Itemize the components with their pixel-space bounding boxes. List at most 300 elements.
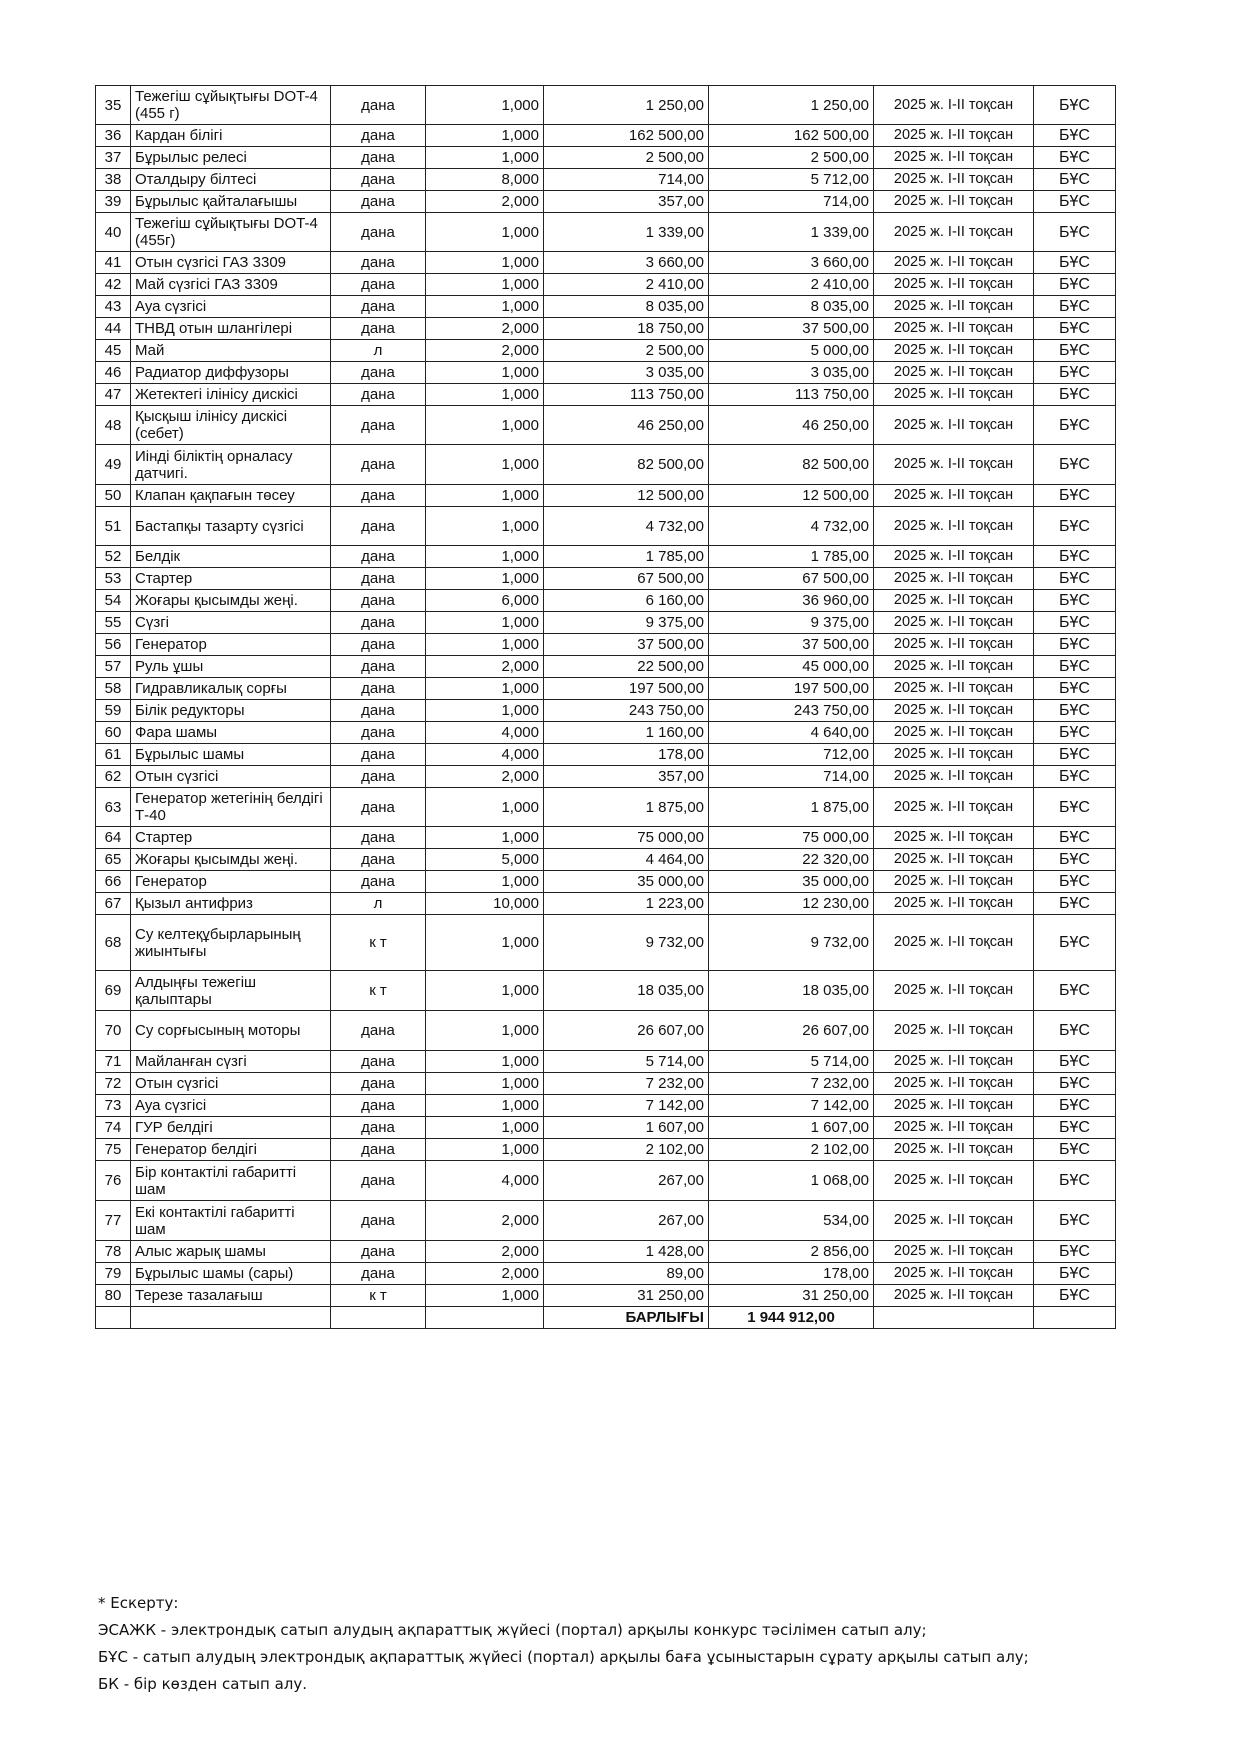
unit-price-cell: 714,00 — [544, 169, 709, 191]
unit-cell: дана — [331, 1095, 426, 1117]
table-row — [96, 1117, 1116, 1139]
item-name-cell: Майланған сүзгі — [131, 1051, 331, 1073]
row-number-cell: 56 — [96, 634, 131, 656]
period-cell: 2025 ж. I-II тоқсан — [874, 445, 1034, 485]
row-number-cell: 68 — [96, 915, 131, 971]
table-row — [96, 340, 1116, 362]
quantity-cell: 1,000 — [426, 1139, 544, 1161]
procurement-method-cell: БҰС — [1034, 766, 1116, 788]
item-name-cell: Отын сүзгісі — [131, 1073, 331, 1095]
procurement-method-cell: БҰС — [1034, 656, 1116, 678]
unit-cell: дана — [331, 546, 426, 568]
unit-cell: дана — [331, 1139, 426, 1161]
item-name-cell: Бұрылыс шамы — [131, 744, 331, 766]
table-row — [96, 406, 1116, 445]
unit-price-cell: 5 714,00 — [544, 1051, 709, 1073]
total-empty-cell — [131, 1307, 331, 1329]
table-row — [96, 384, 1116, 406]
item-name-cell: Май сүзгісі ГАЗ 3309 — [131, 274, 331, 296]
amount-cell: 2 500,00 — [709, 147, 874, 169]
period-cell: 2025 ж. I-II тоқсан — [874, 1263, 1034, 1285]
quantity-cell: 1,000 — [426, 1073, 544, 1095]
unit-price-cell: 35 000,00 — [544, 871, 709, 893]
table-row — [96, 147, 1116, 169]
table-row — [96, 766, 1116, 788]
amount-cell: 1 250,00 — [709, 86, 874, 125]
table-row — [96, 1285, 1116, 1307]
row-number-cell: 60 — [96, 722, 131, 744]
unit-cell: дана — [331, 612, 426, 634]
unit-cell: дана — [331, 849, 426, 871]
quantity-cell: 1,000 — [426, 296, 544, 318]
quantity-cell: 1,000 — [426, 788, 544, 827]
quantity-cell: 4,000 — [426, 1161, 544, 1201]
period-cell: 2025 ж. I-II тоқсан — [874, 871, 1034, 893]
total-empty-cell — [1034, 1307, 1116, 1329]
unit-cell: дана — [331, 362, 426, 384]
amount-cell: 12 500,00 — [709, 485, 874, 507]
unit-cell: дана — [331, 656, 426, 678]
amount-cell: 714,00 — [709, 191, 874, 213]
item-name-cell: Иінді біліктің орналасу датчигі. — [131, 445, 331, 485]
row-number-cell: 69 — [96, 971, 131, 1011]
amount-cell: 4 640,00 — [709, 722, 874, 744]
quantity-cell: 1,000 — [426, 274, 544, 296]
quantity-cell: 1,000 — [426, 971, 544, 1011]
quantity-cell: 2,000 — [426, 318, 544, 340]
unit-cell: дана — [331, 274, 426, 296]
amount-cell: 2 102,00 — [709, 1139, 874, 1161]
procurement-method-cell: БҰС — [1034, 971, 1116, 1011]
period-cell: 2025 ж. I-II тоқсан — [874, 318, 1034, 340]
item-name-cell: ТНВД отын шлангілері — [131, 318, 331, 340]
amount-cell: 1 785,00 — [709, 546, 874, 568]
item-name-cell: Генератор белдігі — [131, 1139, 331, 1161]
period-cell: 2025 ж. I-II тоқсан — [874, 1201, 1034, 1241]
row-number-cell: 66 — [96, 871, 131, 893]
item-name-cell: Кардан білігі — [131, 125, 331, 147]
amount-cell: 5 712,00 — [709, 169, 874, 191]
total-empty-cell — [426, 1307, 544, 1329]
unit-price-cell: 6 160,00 — [544, 590, 709, 612]
row-number-cell: 71 — [96, 1051, 131, 1073]
unit-cell: дана — [331, 169, 426, 191]
period-cell: 2025 ж. I-II тоқсан — [874, 1011, 1034, 1051]
period-cell: 2025 ж. I-II тоқсан — [874, 1073, 1034, 1095]
unit-cell: к т — [331, 915, 426, 971]
row-number-cell: 49 — [96, 445, 131, 485]
item-name-cell: Су сорғысының моторы — [131, 1011, 331, 1051]
item-name-cell: Радиатор диффузоры — [131, 362, 331, 384]
item-name-cell: Стартер — [131, 568, 331, 590]
unit-price-cell: 67 500,00 — [544, 568, 709, 590]
unit-price-cell: 1 339,00 — [544, 213, 709, 252]
unit-cell: дана — [331, 1011, 426, 1051]
footnotes — [98, 1590, 1029, 1698]
note-esazhk: ЭСАЖК - электрондық сатып алудың ақпараттық жүйесі (портал) арқылы конкурс тәсілімен сатып алу; — [98, 1621, 927, 1639]
row-number-cell: 62 — [96, 766, 131, 788]
procurement-method-cell: БҰС — [1034, 678, 1116, 700]
table-row — [96, 700, 1116, 722]
table-row — [96, 445, 1116, 485]
unit-cell: дана — [331, 1073, 426, 1095]
table-row — [96, 1263, 1116, 1285]
procurement-method-cell: БҰС — [1034, 125, 1116, 147]
unit-cell: дана — [331, 406, 426, 445]
procurement-method-cell: БҰС — [1034, 1161, 1116, 1201]
procurement-method-cell: БҰС — [1034, 1201, 1116, 1241]
quantity-cell: 1,000 — [426, 1051, 544, 1073]
quantity-cell: 1,000 — [426, 612, 544, 634]
table-row — [96, 744, 1116, 766]
note-bk: БК - бір көзден сатып алу. — [98, 1675, 308, 1693]
procurement-method-cell: БҰС — [1034, 590, 1116, 612]
item-name-cell: Руль ұшы — [131, 656, 331, 678]
table-row — [96, 788, 1116, 827]
unit-cell: дана — [331, 634, 426, 656]
unit-price-cell: 2 500,00 — [544, 147, 709, 169]
period-cell: 2025 ж. I-II тоқсан — [874, 362, 1034, 384]
amount-cell: 5 000,00 — [709, 340, 874, 362]
item-name-cell: Бұрылыс шамы (сары) — [131, 1263, 331, 1285]
quantity-cell: 2,000 — [426, 191, 544, 213]
row-number-cell: 74 — [96, 1117, 131, 1139]
period-cell: 2025 ж. I-II тоқсан — [874, 546, 1034, 568]
row-number-cell: 65 — [96, 849, 131, 871]
procurement-method-cell: БҰС — [1034, 274, 1116, 296]
period-cell: 2025 ж. I-II тоқсан — [874, 213, 1034, 252]
row-number-cell: 55 — [96, 612, 131, 634]
quantity-cell: 1,000 — [426, 485, 544, 507]
table-row — [96, 252, 1116, 274]
unit-price-cell: 1 875,00 — [544, 788, 709, 827]
amount-cell: 3 660,00 — [709, 252, 874, 274]
amount-cell: 2 410,00 — [709, 274, 874, 296]
period-cell: 2025 ж. I-II тоқсан — [874, 384, 1034, 406]
unit-cell: дана — [331, 125, 426, 147]
procurement-method-cell: БҰС — [1034, 384, 1116, 406]
quantity-cell: 2,000 — [426, 1241, 544, 1263]
item-name-cell: Тежегіш сұйықтығы DOT-4 (455г) — [131, 213, 331, 252]
unit-price-cell: 22 500,00 — [544, 656, 709, 678]
table-row — [96, 634, 1116, 656]
quantity-cell: 1,000 — [426, 915, 544, 971]
table-row — [96, 169, 1116, 191]
amount-cell: 12 230,00 — [709, 893, 874, 915]
table-row — [96, 485, 1116, 507]
quantity-cell: 1,000 — [426, 1285, 544, 1307]
unit-cell: дана — [331, 1263, 426, 1285]
period-cell: 2025 ж. I-II тоқсан — [874, 252, 1034, 274]
item-name-cell: Генератор жетегінің белдігі Т-40 — [131, 788, 331, 827]
row-number-cell: 70 — [96, 1011, 131, 1051]
item-name-cell: Қысқыш ілінісу дискісі (себет) — [131, 406, 331, 445]
period-cell: 2025 ж. I-II тоқсан — [874, 915, 1034, 971]
item-name-cell: Жоғары қысымды жеңі. — [131, 849, 331, 871]
row-number-cell: 59 — [96, 700, 131, 722]
unit-cell: дана — [331, 445, 426, 485]
procurement-method-cell: БҰС — [1034, 788, 1116, 827]
total-empty-cell — [874, 1307, 1034, 1329]
table-row — [96, 893, 1116, 915]
item-name-cell: Су келтеқұбырларының жиынтығы — [131, 915, 331, 971]
table-row — [96, 1201, 1116, 1241]
unit-cell: дана — [331, 871, 426, 893]
table-row — [96, 1073, 1116, 1095]
amount-cell: 1 068,00 — [709, 1161, 874, 1201]
quantity-cell: 1,000 — [426, 147, 544, 169]
row-number-cell: 75 — [96, 1139, 131, 1161]
quantity-cell: 1,000 — [426, 252, 544, 274]
item-name-cell: Отын сүзгісі — [131, 766, 331, 788]
unit-price-cell: 46 250,00 — [544, 406, 709, 445]
total-empty-cell — [96, 1307, 131, 1329]
procurement-method-cell: БҰС — [1034, 744, 1116, 766]
period-cell: 2025 ж. I-II тоқсан — [874, 296, 1034, 318]
period-cell: 2025 ж. I-II тоқсан — [874, 893, 1034, 915]
unit-cell: дана — [331, 384, 426, 406]
amount-cell: 1 875,00 — [709, 788, 874, 827]
amount-cell: 3 035,00 — [709, 362, 874, 384]
row-number-cell: 41 — [96, 252, 131, 274]
total-label: БАРЛЫҒЫ — [544, 1307, 709, 1329]
unit-cell: дана — [331, 744, 426, 766]
item-name-cell: Гидравликалық сорғы — [131, 678, 331, 700]
procurement-method-cell: БҰС — [1034, 169, 1116, 191]
amount-cell: 9 732,00 — [709, 915, 874, 971]
table-row — [96, 568, 1116, 590]
table-row — [96, 971, 1116, 1011]
unit-price-cell: 7 142,00 — [544, 1095, 709, 1117]
amount-cell: 1 607,00 — [709, 1117, 874, 1139]
row-number-cell: 76 — [96, 1161, 131, 1201]
procurement-method-cell: БҰС — [1034, 507, 1116, 546]
period-cell: 2025 ж. I-II тоқсан — [874, 125, 1034, 147]
unit-price-cell: 1 160,00 — [544, 722, 709, 744]
unit-price-cell: 197 500,00 — [544, 678, 709, 700]
amount-cell: 18 035,00 — [709, 971, 874, 1011]
total-row — [96, 1307, 1116, 1329]
item-name-cell: Отын сүзгісі ГАЗ 3309 — [131, 252, 331, 274]
unit-cell: дана — [331, 1051, 426, 1073]
amount-cell: 22 320,00 — [709, 849, 874, 871]
table-row — [96, 86, 1116, 125]
unit-price-cell: 89,00 — [544, 1263, 709, 1285]
period-cell: 2025 ж. I-II тоқсан — [874, 1117, 1034, 1139]
quantity-cell: 2,000 — [426, 340, 544, 362]
item-name-cell: Бастапқы тазарту сүзгісі — [131, 507, 331, 546]
period-cell: 2025 ж. I-II тоқсан — [874, 766, 1034, 788]
period-cell: 2025 ж. I-II тоқсан — [874, 612, 1034, 634]
row-number-cell: 64 — [96, 827, 131, 849]
item-name-cell: ГУР белдігі — [131, 1117, 331, 1139]
total-value: 1 944 912,00 — [709, 1307, 874, 1329]
item-name-cell: Алыс жарық шамы — [131, 1241, 331, 1263]
table-row — [96, 318, 1116, 340]
item-name-cell: Жоғары қысымды жеңі. — [131, 590, 331, 612]
amount-cell: 712,00 — [709, 744, 874, 766]
amount-cell: 113 750,00 — [709, 384, 874, 406]
table-row — [96, 125, 1116, 147]
quantity-cell: 1,000 — [426, 507, 544, 546]
table-row — [96, 678, 1116, 700]
item-name-cell: Бір контактілі габаритті шам — [131, 1161, 331, 1201]
row-number-cell: 43 — [96, 296, 131, 318]
table-row — [96, 274, 1116, 296]
quantity-cell: 1,000 — [426, 1011, 544, 1051]
unit-price-cell: 2 410,00 — [544, 274, 709, 296]
period-cell: 2025 ж. I-II тоқсан — [874, 1095, 1034, 1117]
unit-cell: дана — [331, 766, 426, 788]
amount-cell: 5 714,00 — [709, 1051, 874, 1073]
row-number-cell: 45 — [96, 340, 131, 362]
period-cell: 2025 ж. I-II тоқсан — [874, 700, 1034, 722]
quantity-cell: 1,000 — [426, 700, 544, 722]
quantity-cell: 6,000 — [426, 590, 544, 612]
unit-cell: дана — [331, 1117, 426, 1139]
quantity-cell: 8,000 — [426, 169, 544, 191]
quantity-cell: 2,000 — [426, 766, 544, 788]
row-number-cell: 63 — [96, 788, 131, 827]
procurement-method-cell: БҰС — [1034, 252, 1116, 274]
note-bus: БҰС - сатып алудың электрондық ақпараттық жүйесі (портал) арқылы баға ұсыныстарын сұрату арқылы сатып алу; — [98, 1648, 1029, 1666]
period-cell: 2025 ж. I-II тоқсан — [874, 1051, 1034, 1073]
period-cell: 2025 ж. I-II тоқсан — [874, 744, 1034, 766]
item-name-cell: Бұрылыс релесі — [131, 147, 331, 169]
procurement-method-cell: БҰС — [1034, 871, 1116, 893]
unit-price-cell: 75 000,00 — [544, 827, 709, 849]
row-number-cell: 36 — [96, 125, 131, 147]
unit-price-cell: 267,00 — [544, 1161, 709, 1201]
period-cell: 2025 ж. I-II тоқсан — [874, 971, 1034, 1011]
quantity-cell: 10,000 — [426, 893, 544, 915]
procurement-method-cell: БҰС — [1034, 1117, 1116, 1139]
row-number-cell: 37 — [96, 147, 131, 169]
row-number-cell: 58 — [96, 678, 131, 700]
unit-price-cell: 26 607,00 — [544, 1011, 709, 1051]
amount-cell: 26 607,00 — [709, 1011, 874, 1051]
unit-price-cell: 178,00 — [544, 744, 709, 766]
quantity-cell: 1,000 — [426, 125, 544, 147]
item-name-cell: Алдыңғы тежегіш қалыптары — [131, 971, 331, 1011]
row-number-cell: 73 — [96, 1095, 131, 1117]
item-name-cell: Белдік — [131, 546, 331, 568]
amount-cell: 31 250,00 — [709, 1285, 874, 1307]
amount-cell: 75 000,00 — [709, 827, 874, 849]
period-cell: 2025 ж. I-II тоқсан — [874, 788, 1034, 827]
quantity-cell: 1,000 — [426, 634, 544, 656]
item-name-cell: Терезе тазалағыш — [131, 1285, 331, 1307]
unit-price-cell: 4 464,00 — [544, 849, 709, 871]
item-name-cell: Ауа сүзгісі — [131, 296, 331, 318]
procurement-method-cell: БҰС — [1034, 318, 1116, 340]
unit-cell: дана — [331, 485, 426, 507]
row-number-cell: 50 — [96, 485, 131, 507]
period-cell: 2025 ж. I-II тоқсан — [874, 590, 1034, 612]
unit-price-cell: 113 750,00 — [544, 384, 709, 406]
row-number-cell: 44 — [96, 318, 131, 340]
procurement-method-cell: БҰС — [1034, 546, 1116, 568]
procurement-method-cell: БҰС — [1034, 445, 1116, 485]
unit-cell: дана — [331, 788, 426, 827]
quantity-cell: 1,000 — [426, 1117, 544, 1139]
table-row — [96, 1095, 1116, 1117]
unit-cell: дана — [331, 191, 426, 213]
quantity-cell: 5,000 — [426, 849, 544, 871]
unit-cell: дана — [331, 678, 426, 700]
row-number-cell: 77 — [96, 1201, 131, 1241]
item-name-cell: Білік редукторы — [131, 700, 331, 722]
item-name-cell: Май — [131, 340, 331, 362]
unit-price-cell: 1 428,00 — [544, 1241, 709, 1263]
row-number-cell: 78 — [96, 1241, 131, 1263]
row-number-cell: 57 — [96, 656, 131, 678]
amount-cell: 35 000,00 — [709, 871, 874, 893]
unit-price-cell: 2 102,00 — [544, 1139, 709, 1161]
amount-cell: 4 732,00 — [709, 507, 874, 546]
amount-cell: 37 500,00 — [709, 318, 874, 340]
quantity-cell: 4,000 — [426, 744, 544, 766]
unit-cell: дана — [331, 147, 426, 169]
table-row — [96, 722, 1116, 744]
unit-cell: дана — [331, 722, 426, 744]
amount-cell: 45 000,00 — [709, 656, 874, 678]
row-number-cell: 54 — [96, 590, 131, 612]
quantity-cell: 2,000 — [426, 656, 544, 678]
table-row — [96, 1011, 1116, 1051]
amount-cell: 8 035,00 — [709, 296, 874, 318]
row-number-cell: 42 — [96, 274, 131, 296]
period-cell: 2025 ж. I-II тоқсан — [874, 86, 1034, 125]
procurement-method-cell: БҰС — [1034, 893, 1116, 915]
unit-price-cell: 7 232,00 — [544, 1073, 709, 1095]
period-cell: 2025 ж. I-II тоқсан — [874, 507, 1034, 546]
row-number-cell: 67 — [96, 893, 131, 915]
unit-price-cell: 3 660,00 — [544, 252, 709, 274]
item-name-cell: Жетектегі ілінісу дискісі — [131, 384, 331, 406]
period-cell: 2025 ж. I-II тоқсан — [874, 485, 1034, 507]
unit-price-cell: 9 732,00 — [544, 915, 709, 971]
unit-cell: дана — [331, 827, 426, 849]
unit-price-cell: 37 500,00 — [544, 634, 709, 656]
unit-price-cell: 9 375,00 — [544, 612, 709, 634]
table-row — [96, 362, 1116, 384]
procurement-method-cell: БҰС — [1034, 1285, 1116, 1307]
item-name-cell: Оталдыру білтесі — [131, 169, 331, 191]
procurement-method-cell: БҰС — [1034, 1263, 1116, 1285]
quantity-cell: 1,000 — [426, 86, 544, 125]
procurement-method-cell: БҰС — [1034, 406, 1116, 445]
period-cell: 2025 ж. I-II тоқсан — [874, 722, 1034, 744]
unit-price-cell: 357,00 — [544, 191, 709, 213]
row-number-cell: 72 — [96, 1073, 131, 1095]
procurement-method-cell: БҰС — [1034, 1241, 1116, 1263]
item-name-cell: Тежегіш сұйықтығы DOT-4 (455 г) — [131, 86, 331, 125]
amount-cell: 67 500,00 — [709, 568, 874, 590]
amount-cell: 7 232,00 — [709, 1073, 874, 1095]
period-cell: 2025 ж. I-II тоқсан — [874, 169, 1034, 191]
unit-cell: дана — [331, 1241, 426, 1263]
procurement-method-cell: БҰС — [1034, 213, 1116, 252]
quantity-cell: 1,000 — [426, 384, 544, 406]
procurement-method-cell: БҰС — [1034, 612, 1116, 634]
unit-cell: дана — [331, 1161, 426, 1201]
amount-cell: 2 856,00 — [709, 1241, 874, 1263]
procurement-method-cell: БҰС — [1034, 86, 1116, 125]
unit-price-cell: 1 607,00 — [544, 1117, 709, 1139]
procurement-method-cell: БҰС — [1034, 340, 1116, 362]
procurement-method-cell: БҰС — [1034, 722, 1116, 744]
